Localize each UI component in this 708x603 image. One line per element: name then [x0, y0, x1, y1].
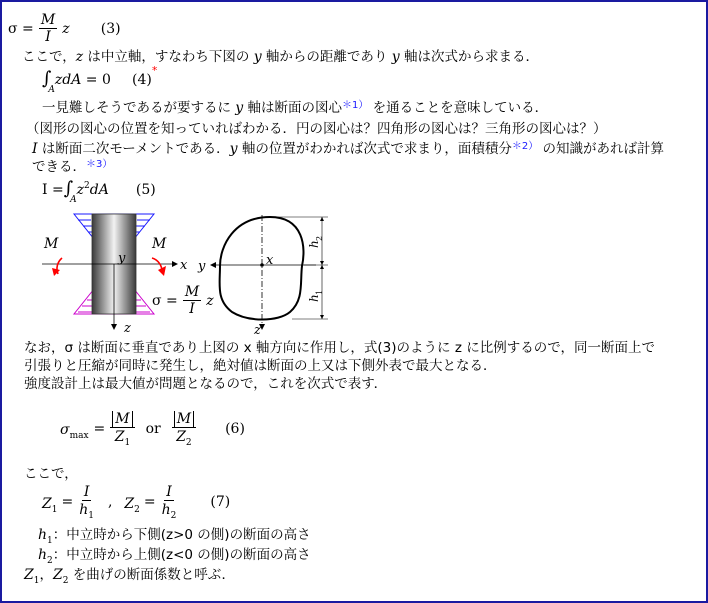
- figure-sigma-formula: σ = $\frac{M}{I}$ z: [152, 284, 214, 317]
- eq3-denominator: I: [45, 29, 51, 45]
- section-x-label: x: [266, 253, 274, 268]
- section-z-label: z: [254, 323, 261, 338]
- reference-1[interactable]: ＊1）: [342, 100, 369, 111]
- equation-7: $Z_1$ = $\frac{I}{h_1}$ , $Z_2$ = $\frac{I}{h_2}$ (7): [42, 484, 231, 521]
- svg-text:h: h: [307, 294, 321, 302]
- eq3-fraction: [39, 12, 57, 45]
- moment-label-left: M: [44, 236, 59, 252]
- eq3-numerator: M: [40, 12, 56, 28]
- paragraph-line-3: 強度設計上は最大値が問題となるので，これを次式で表す．: [24, 376, 388, 392]
- eq4-mark: *: [151, 64, 158, 77]
- svg-text:h: h: [307, 240, 321, 248]
- section-modulus-note: $Z_1$，$Z_2$ を曲げの断面係数と呼ぶ．: [24, 567, 235, 586]
- equation-4: $\int_AzdA = 0$ (4)*: [42, 64, 158, 95]
- svg-text:2: 2: [315, 235, 324, 241]
- text-line-1: ここで，z は中立軸，すなわち下図の y 軸からの距離であり y 軸は次式から求まる．: [22, 49, 539, 65]
- text-line-4: I は断面二次モーメントである．y 軸の位置がわかれば次式で求まり，面積積分$^{*2)}$ の知識があれば計算: [32, 141, 664, 157]
- h1-label: [307, 290, 324, 302]
- eq3-lhs: σ =: [8, 21, 34, 37]
- text-line-2: 一見難しそうであるが要するに y 軸は断面の図心$^{*1)}$ を通ることを意味している．: [42, 100, 549, 116]
- h2-label: [307, 236, 324, 248]
- beam-y-label: y: [118, 251, 126, 266]
- reference-3[interactable]: ＊3）: [86, 159, 113, 170]
- cross-section-figure: [192, 208, 342, 338]
- section-y-label: y: [198, 259, 206, 274]
- section-outline: [220, 217, 304, 320]
- svg-text:1: 1: [315, 289, 324, 295]
- paragraph-line-2: 引張りと圧縮が同時に発生し，絶対値は断面の上又は下側外表で最大となる．: [24, 358, 497, 374]
- moment-label-right: M: [152, 236, 167, 252]
- equation-6: $\sigma_{max}$ = $\frac{M}{Z_1}$ or $\frac{M}{Z_2}$ (6): [60, 411, 245, 448]
- paragraph-line-1: なお，σ は断面に垂直であり上図の x 軸方向に作用し，式(3)のように z に比例するので，同一断面上で: [24, 340, 655, 356]
- definition-h2: $h_2$：中立時から上側(z<0 の側)の断面の高さ: [38, 547, 311, 566]
- reference-2[interactable]: ＊2）: [511, 141, 539, 152]
- eq3-var: z: [62, 21, 70, 37]
- text-line-5: できる．$^{*3)}$: [32, 159, 113, 175]
- definition-h1: $h_1$：中立時から下側(z>0 の側)の断面の高さ: [38, 527, 311, 546]
- equation-3: [8, 12, 121, 45]
- text-koko: ここで，: [24, 466, 78, 482]
- beam-z-label: z: [124, 321, 131, 336]
- equation-5: $I =\int_Az^2dA$ (5): [42, 178, 156, 205]
- text-line-3: （図形の図心の位置を知っていればわかる．円の図心は？四角形の図心は？三角形の図心は？）: [26, 121, 607, 137]
- beam-x-label: x: [180, 258, 188, 273]
- eq3-number: (3): [100, 21, 121, 37]
